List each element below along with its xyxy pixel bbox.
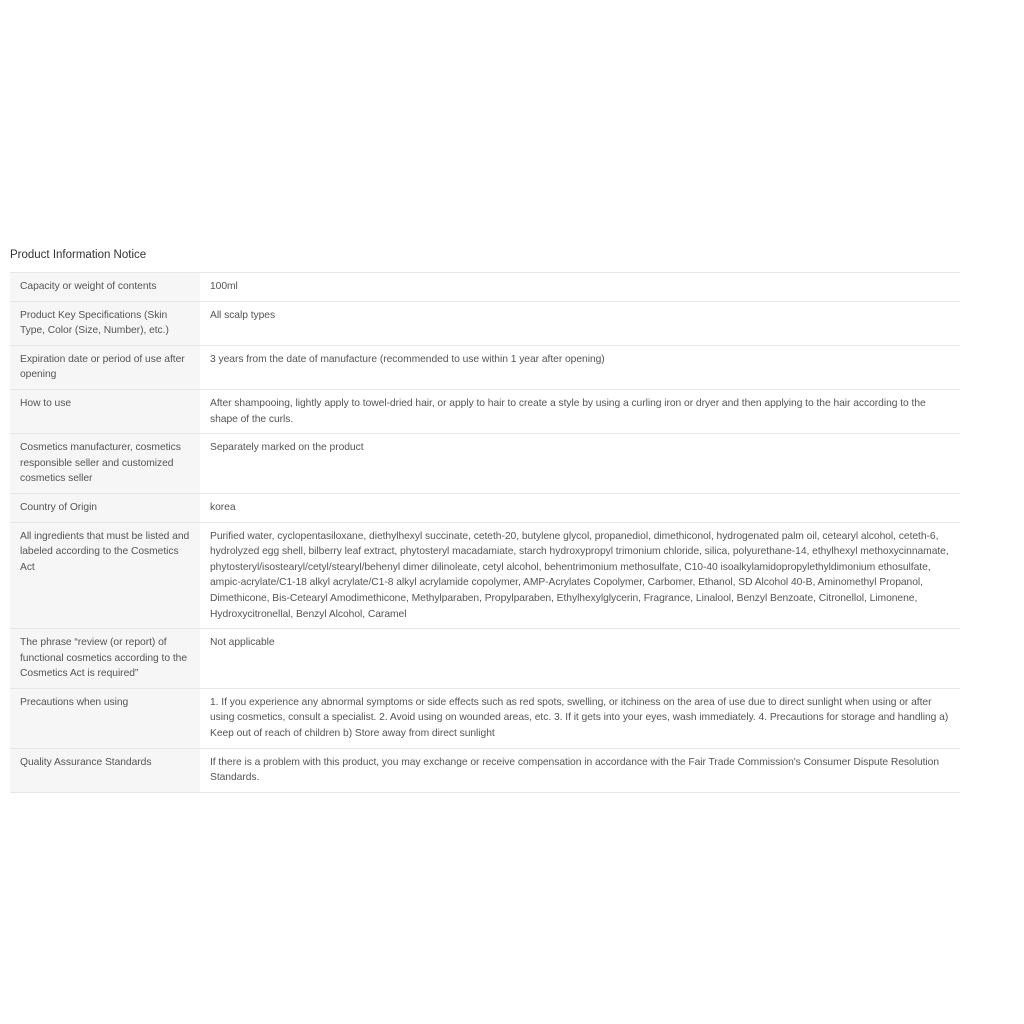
table-row <box>10 748 960 792</box>
row-value-key-specifications: All scalp types <box>210 309 276 321</box>
row-value-quality-assurance: If there is a problem with this product, you may exchange or receive compensation in accordance with the Fair Trade Commission's Consumer Dispute Resolution Standards. <box>210 756 940 784</box>
table-row <box>10 301 960 345</box>
notice-title: Product Information Notice <box>10 249 147 261</box>
row-value-expiration: 3 years from the date of manufacture (recommended to use within 1 year after opening) <box>210 353 605 365</box>
table-row <box>10 688 960 748</box>
row-value-how-to-use: After shampooing, lightly apply to towel-dried hair, or apply to hair to create a style by using a curling iron or dryer and then applying to the hair according to the shape of the curls. <box>210 397 926 425</box>
row-label-key-specifications: Product Key Specifications (Skin Type, Color (Size, Number), etc.) <box>10 301 200 345</box>
row-label-expiration: Expiration date or period of use after opening <box>10 345 200 389</box>
row-value-manufacturer: Separately marked on the product <box>210 442 364 454</box>
row-value-country-of-origin: korea <box>210 501 236 513</box>
product-information-notice <box>10 246 960 793</box>
table-row <box>10 389 960 433</box>
row-label-capacity: Capacity or weight of contents <box>10 273 200 302</box>
table-row <box>10 434 960 494</box>
table-row <box>10 493 960 522</box>
row-value-ingredients: Purified water, cyclopentasiloxane, diethylhexyl succinate, ceteth-20, butylene glycol, propanediol, dimethiconol, hydrogenated palm oil, cetearyl alcohol, ceteth-6, hydrolyzed egg shell, bilberry leaf extract, phytosteryl macadamiate, starch hydroxypropyl trimonium chloride, silica, polyurethane-14, ethylhexyl methoxycinnamate, phytosteryl/isostearyl/cetyl/stearyl/behenyl dimer dilinoleate, cetyl alcohol, behentrimonium methosulfate, C10-40 isoalkylamidopropylethyldimonium ethosulfate, ampic-acrylate/C1-18 alkyl acrylate/C1-8 alkyl acrylamide copolymer, AMP-Acrylates Copolymer, Carbomer, Ethanol, SD Alcohol 40-B, Aminomethyl Propanol, Dimethicone, Bis-Cetearyl Amodimethicone, Methylparaben, Propylparaben, Ethylhexylglycerin, Fragrance, Linalool, Benzyl Benzoate, Citronellol, Limonene, Hydroxycitronellal, Benzyl Alcohol, Caramel <box>210 530 949 620</box>
row-label-ingredients: All ingredients that must be listed and labeled according to the Cosmetics Act <box>10 522 200 629</box>
row-value-precautions: 1. If you experience any abnormal symptoms or side effects such as red spots, swelling, or itchiness on the area of use due to direct sunlight when using or after using cosmetics, consult a specialist. 2. Avoid using on wounded areas, etc. 3. If it gets into your eyes, wash immediately. 4. Precautions for storage and handling a) Keep out of reach of children b) Store away from direct sunlight <box>210 696 949 740</box>
row-label-quality-assurance: Quality Assurance Standards <box>10 748 200 792</box>
table-row <box>10 345 960 389</box>
row-value-functional-review: Not applicable <box>210 637 275 649</box>
row-label-country-of-origin: Country of Origin <box>10 493 200 522</box>
row-label-how-to-use: How to use <box>10 389 200 433</box>
row-label-precautions: Precautions when using <box>10 688 200 748</box>
table-row <box>10 629 960 689</box>
table-row <box>10 522 960 629</box>
row-label-manufacturer: Cosmetics manufacturer, cosmetics responsible seller and customized cosmetics seller <box>10 434 200 494</box>
row-label-functional-review: The phrase “review (or report) of functional cosmetics according to the Cosmetics Act is required” <box>10 629 200 689</box>
table-row <box>10 273 960 302</box>
row-value-capacity: 100ml <box>210 281 238 292</box>
product-info-table <box>10 272 960 793</box>
